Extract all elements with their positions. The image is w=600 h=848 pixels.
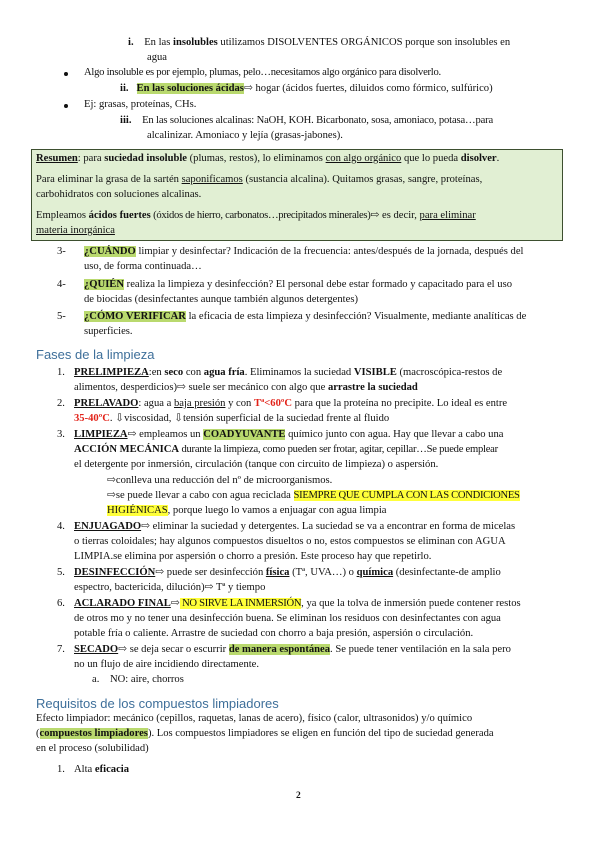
sub-item-letter: a.	[92, 674, 100, 685]
arrow-down-icon: ⇩	[174, 413, 183, 424]
step-limpieza: LIMPIEZA⇨ empleamos un COADYUVANTE químico junto con agua. Hay que llevar a cabo una	[74, 429, 504, 440]
item-insolubles-cont: agua	[147, 52, 167, 63]
step-number: 2.	[57, 398, 65, 409]
arrow-right-icon: ⇨	[204, 582, 214, 593]
step-desinfeccion-cont: espectro, bactericida, dilución)⇨ Tª y tiempo	[74, 582, 266, 593]
step-number: 5.	[57, 567, 65, 578]
requisitos-line-2: (compuestos limpiadores). Los compuestos limpiadores se eligen en función del tipo de suciedad generada	[36, 728, 494, 739]
arrow-right-icon: ⇨	[170, 598, 180, 609]
section-heading-fases: Fases de la limpieza	[36, 347, 155, 362]
step-number: 1.	[57, 367, 65, 378]
step-limpieza-line-6: HIGIÉNICAS, porque luego lo vamos a enjuagar con agua limpia	[107, 505, 387, 516]
arrow-right-icon: ⇨	[243, 83, 253, 94]
step-number: 6.	[57, 598, 65, 609]
step-number: 4.	[57, 521, 65, 532]
step-enjuagado: ENJUAGADO⇨ eliminar la suciedad y detergentes. La suciedad se va a encontrar en forma de micelas	[74, 521, 516, 532]
page-number: 2	[296, 791, 301, 801]
requisito-alta-eficacia: Alta eficacia	[74, 764, 130, 775]
sub-item-no-aire: NO: aire, chorros	[110, 674, 184, 685]
resumen-line-1: Resumen: para suciedad insoluble (plumas, restos), lo eliminamos con algo orgánico que lo pueda disolver.	[36, 153, 500, 164]
cuando-line-2: uso, de forma continuada…	[84, 261, 202, 272]
numbered-item: 4-	[57, 279, 66, 290]
step-aclarado-final: ACLARADO FINAL⇨ NO SIRVE LA INMERSIÓN, ya que la tolva de inmersión puede contener restos	[74, 598, 521, 609]
arrow-right-icon: ⇨	[176, 382, 186, 393]
step-aclarado-line-3: potable fría o caliente. Arrastre de suciedad con chorro a baja presión, aspersión o circulación.	[74, 628, 474, 639]
bullet-ejemplos: Ej: grasas, proteínas, CHs.	[84, 99, 197, 110]
section-heading-requisitos: Requisitos de los compuestos limpiadores	[36, 696, 279, 711]
step-number: 3.	[57, 429, 65, 440]
item-acidas: ii. En las soluciones ácidas⇨ hogar (ácidos fuertes, diluidos como fórmico, sulfúrico)	[120, 83, 493, 94]
arrow-right-icon: ⇨	[155, 567, 165, 578]
step-desinfeccion: DESINFECCIÓN⇨ puede ser desinfección física (Tª, UVA…) o química (desinfectante-de amplio	[74, 567, 501, 578]
numbered-item: 5-	[57, 311, 66, 322]
numbered-item: 3-	[57, 246, 66, 257]
arrow-right-icon: ⇨	[107, 475, 116, 486]
step-enjuagado-line-2: o tierras coloidales; hay algunos compuestos disueltos o no, estos compuestos se eliminan con AGUA	[74, 536, 506, 547]
bullet-dot	[64, 104, 68, 108]
resumen-line-3: carbohidratos con soluciones alcalinas.	[36, 189, 202, 200]
requisitos-line-1: Efecto limpiador: mecánico (cepillos, raquetas, lanas de acero), físico (calor, ultrasonidos) y/o químico	[36, 713, 473, 724]
step-prelimpieza: PRELIMPIEZA:en seco con agua fría. Eliminamos la suciedad VISIBLE (macroscópica-restos de	[74, 367, 503, 378]
bullet-algo-insoluble: Algo insoluble es por ejemplo, plumas, pelo…necesitamos algo orgánico para disolverlo.	[84, 67, 441, 78]
quien-line-2: de biocidas (desinfectantes aunque también algunos detergentes)	[84, 294, 358, 305]
step-limpieza-line-4: ⇨conlleva una reducción del nº de microorganismos.	[107, 475, 333, 486]
step-secado: SECADO⇨ se deja secar o escurrir de manera espontánea. Se puede tener ventilación en la sala pero	[74, 644, 511, 655]
item-alcalinas-cont: alcalinizar. Amoniaco y lejía (grasas-jabones).	[147, 130, 343, 141]
verificar-line-1: ¿CÓMO VERIFICAR la eficacia de esta limpieza y desinfección? Visualmente, mediante analíticas de	[84, 311, 527, 322]
step-number: 1.	[57, 764, 65, 775]
step-limpieza-line-5: ⇨se puede llevar a cabo con agua reciclada SIEMPRE QUE CUMPLA CON LAS CONDICIONES	[107, 490, 520, 501]
quien-line-1: ¿QUIÉN realiza la limpieza y desinfección? El personal debe estar formado y capacitado para el uso	[84, 279, 512, 290]
resumen-line-4: Empleamos ácidos fuertes (óxidos de hierro, carbonatos…precipitados minerales)⇨ es decir, para eliminar	[36, 210, 476, 221]
arrow-right-icon: ⇨	[107, 490, 116, 501]
step-enjuagado-line-3: LIMPIA.se elimina por aspersión o chorro a presión. Este proceso hay que repetirlo.	[74, 551, 432, 562]
cuando-line-1: ¿CUÁNDO limpiar y desinfectar? Indicación de la frecuencia: antes/después de la jornada, después del	[84, 246, 524, 257]
arrow-down-icon: ⇩	[115, 413, 125, 424]
item-alcalinas: iii. En las soluciones alcalinas: NaOH, KOH. Bicarbonato, sosa, amoniaco, potasa…para	[120, 115, 494, 126]
step-secado-cont: no un flujo de aire incidiendo directamente.	[74, 659, 260, 670]
step-limpieza-line-3: el detergente por inmersión, circulación (tanque con circuito de limpieza) o aspersión.	[74, 459, 439, 470]
step-aclarado-line-2: de otros mo y no tener una desinfección buena. Se eliminan los residuos con desinfectantes con agua	[74, 613, 501, 624]
verificar-line-2: superficies.	[84, 326, 133, 337]
step-limpieza-line-2: ACCIÓN MECÁNICA durante la limpieza, como pueden ser frotar, agitar, cepillar…Se puede emplear	[74, 444, 498, 455]
step-number: 7.	[57, 644, 65, 655]
arrow-right-icon: ⇨	[141, 521, 150, 532]
step-prelavado-cont: 35-40ºC. ⇩viscosidad, ⇩tensión superficial de la suciedad frente al fluido	[74, 413, 390, 424]
step-prelavado: PRELAVADO: agua a baja presión y con Tª<60ºC para que la proteína no precipite. Lo ideal es entre	[74, 398, 508, 409]
bullet-dot	[64, 72, 68, 76]
requisitos-line-3: en el proceso (solubilidad)	[36, 743, 149, 754]
resumen-line-2: Para eliminar la grasa de la sartén saponificamos (sustancia alcalina). Quitamos grasas, sangre, proteínas,	[36, 174, 483, 185]
arrow-right-icon: ⇨	[370, 210, 380, 221]
arrow-right-icon: ⇨	[118, 644, 128, 655]
step-prelimpieza-cont: alimentos, desperdicios)⇨ suele ser mecánico con algo que arrastre la suciedad	[74, 382, 418, 393]
resumen-line-5: materia inorgánica	[36, 225, 115, 236]
item-insolubles: i. En las insolubles utilizamos DISOLVENTES ORGÁNICOS porque son insolubles en	[128, 37, 511, 48]
arrow-right-icon: ⇨	[127, 429, 137, 440]
